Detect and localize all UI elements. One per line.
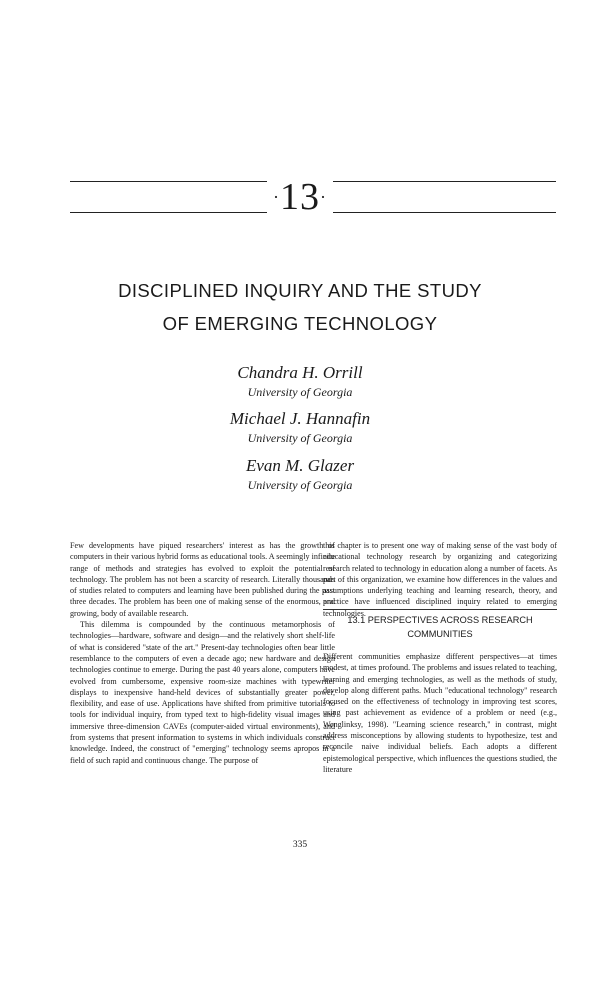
chapter-number: [0, 174, 600, 223]
right-paragraph-1: this chapter is to present one way of making sense of the vast body of educational technology research by organizing and categorizing research related to technology in education along a number of facets. As part of this organization, we examine how differences in the values and assumptions underlying teaching and learning research, theory, and practice have influenced disciplined inquiry related to emerging technologies.: [323, 541, 557, 618]
left-column: [70, 540, 335, 766]
left-paragraph-1: Few developments have piqued researchers' interest as has the growth of computers in their various hybrid forms as educational tools. A seemingly infinite range of methods and strategies has evolved to exploit the potential of technology. The problem has not been a scarcity of research. Literally thousands of studies related to computers and learning have been published during the past three decades. The problem has been one of making sense of the enormous, and growing, body of available research.: [70, 541, 335, 618]
author-name-3: Evan M. Glazer: [245, 456, 355, 475]
author-affiliation-1: University of Georgia: [247, 385, 353, 399]
author-affiliation-3: University of Georgia: [247, 478, 353, 492]
page-number: 335: [292, 840, 308, 850]
section-heading: 13.1 PERSPECTIVES ACROSS RESEARCH COMMUNITIES: [323, 609, 557, 641]
chapter-left-mark: ·: [273, 187, 280, 208]
left-paragraph-2: This dilemma is compounded by the continuous metamorphosis of technologies—hardware, software and design—and the relatively short shelf-life of what is considered "state of the art." Present-day technologies often bear little resemblance to the computers of even a decade ago; new hardware and design technologies continue to emerge. During the past 40 years alone, computers have evolved from cumbersome, expensive room-size machines with typewriter displays to inexpensive hand-held devices of substantially greater power, flexibility, and ease of use. Applications have shifted from primitive tutorials to tools for individual inquiry, from typed text to high-fidelity visual images and immersive three-dimension CAVEs (computer-aided virtual environments), and from systems that present information to systems in which individuals construct knowledge. Indeed, the construct of "emerging" technology seems apropos in a field of such rapid and continuous change. The purpose of: [70, 620, 335, 765]
chapter-number-text: 13: [280, 176, 320, 218]
author-affiliation-2: University of Georgia: [247, 431, 353, 445]
chapter-title-line-2: OF EMERGING TECHNOLOGY: [162, 313, 438, 334]
right-column-lower: [323, 651, 557, 775]
right-paragraph-2: Different communities emphasize different perspectives—at times modest, at times profound. The problems and issues related to teaching, learning and emerging technologies, as well as the methods of study, develop along different paths. Much "educational technology" research focused on the effectiveness of technology in improving test scores, using past achievement as evidence of a problem or need (e.g., Wenglinksy, 1998). "Learning science research," in contrast, might address misconceptions by allowing students to hypothesize, test and reconcile naive individual beliefs. Each adopts a different epistemological perspective, which influences the questions studied, the literature: [323, 652, 557, 774]
author-name-1: Chandra H. Orrill: [237, 363, 363, 382]
author-name-2: Michael J. Hannafin: [229, 409, 371, 428]
chapter-title-line-1: DISCIPLINED INQUIRY AND THE STUDY: [118, 280, 482, 301]
right-column: [323, 540, 557, 619]
chapter-right-mark: ·: [320, 187, 327, 208]
